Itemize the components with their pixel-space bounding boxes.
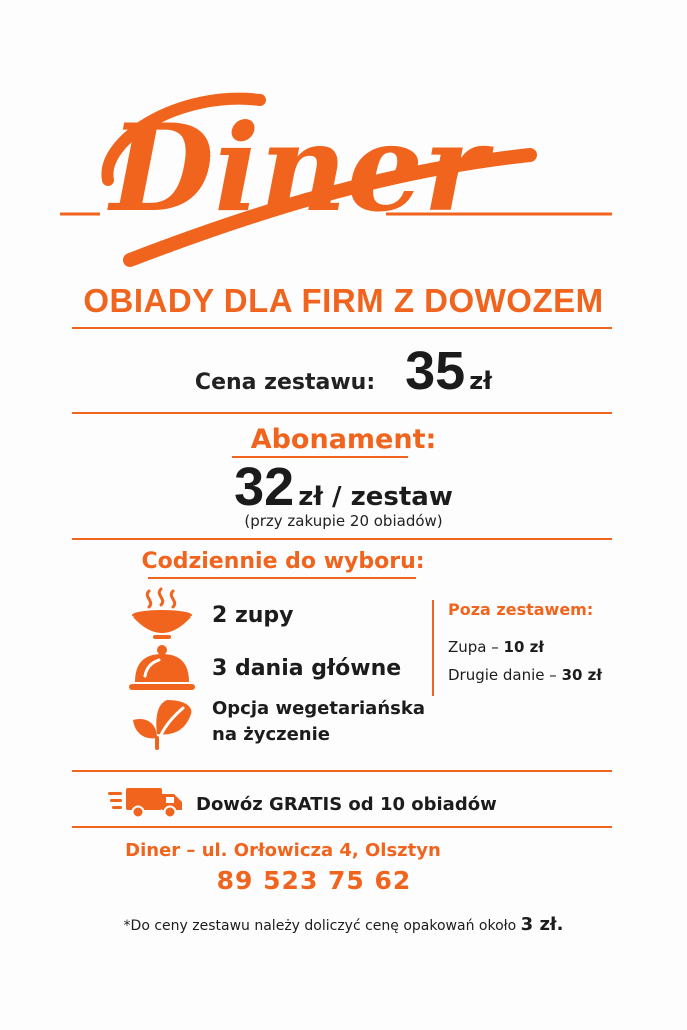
extras-item [448, 666, 602, 684]
menu-item-vegetarian [126, 692, 425, 752]
menu-item-soups [126, 585, 294, 645]
daily-underline [148, 577, 416, 579]
price-amount: 35 [405, 341, 466, 401]
subscription-title: Abonament: [250, 424, 437, 455]
extras-separator [432, 600, 434, 696]
price-label: Cena zestawu: [194, 370, 376, 395]
footnote [0, 914, 687, 935]
delivery-row [108, 784, 497, 824]
serving-dish-icon [126, 638, 198, 698]
address: Diner – ul. Orłowicza 4, Olsztyn [125, 840, 441, 861]
subscription-price-row [0, 456, 687, 518]
footnote-amount: 3 zł. [520, 914, 564, 935]
divider [72, 538, 612, 540]
divider [72, 327, 612, 329]
subscription-note: (przy zakupie 20 obiadów) [244, 512, 443, 530]
logo-text: Diner [110, 98, 487, 239]
extras-item-name: Zupa – [448, 638, 499, 656]
menu-item-label: 2 zupy [212, 602, 294, 628]
divider [72, 826, 612, 828]
menu-item-main-dishes [126, 638, 401, 698]
menu-item-label [212, 696, 425, 748]
divider [72, 770, 612, 772]
price-row [0, 340, 687, 402]
menu-item-label: 3 dania główne [212, 655, 402, 681]
leaf-icon [126, 692, 198, 752]
daily-title: Codziennie do wyboru: [141, 549, 425, 574]
vegetarian-line-1: Opcja wegetariańska [212, 698, 425, 719]
headline: OBIADY DLA FIRM Z DOWOZEM [83, 282, 604, 319]
vegetarian-line-2: na życzenie [212, 724, 330, 745]
subscription-unit: zł / zestaw [298, 482, 453, 512]
diner-logo-graphic [60, 60, 620, 280]
extras-item [448, 638, 544, 656]
footnote-text: *Do ceny zestawu należy doliczyć cenę opakowań około [123, 918, 517, 934]
soup-bowl-icon [126, 585, 198, 645]
price-unit: zł [469, 367, 493, 395]
delivery-truck-icon [108, 784, 184, 824]
extras-item-name: Drugie danie – [448, 666, 557, 684]
delivery-text: Dowóz GRATIS od 10 obiadów [196, 793, 497, 815]
phone-number[interactable]: 89 523 75 62 [216, 866, 412, 895]
divider [72, 412, 612, 414]
extras-title: Poza zestawem: [448, 600, 594, 619]
diner-logo [60, 60, 620, 280]
extras-item-price: 10 zł [503, 638, 544, 656]
extras-item-price: 30 zł [561, 666, 602, 684]
subscription-amount: 32 [234, 457, 295, 517]
